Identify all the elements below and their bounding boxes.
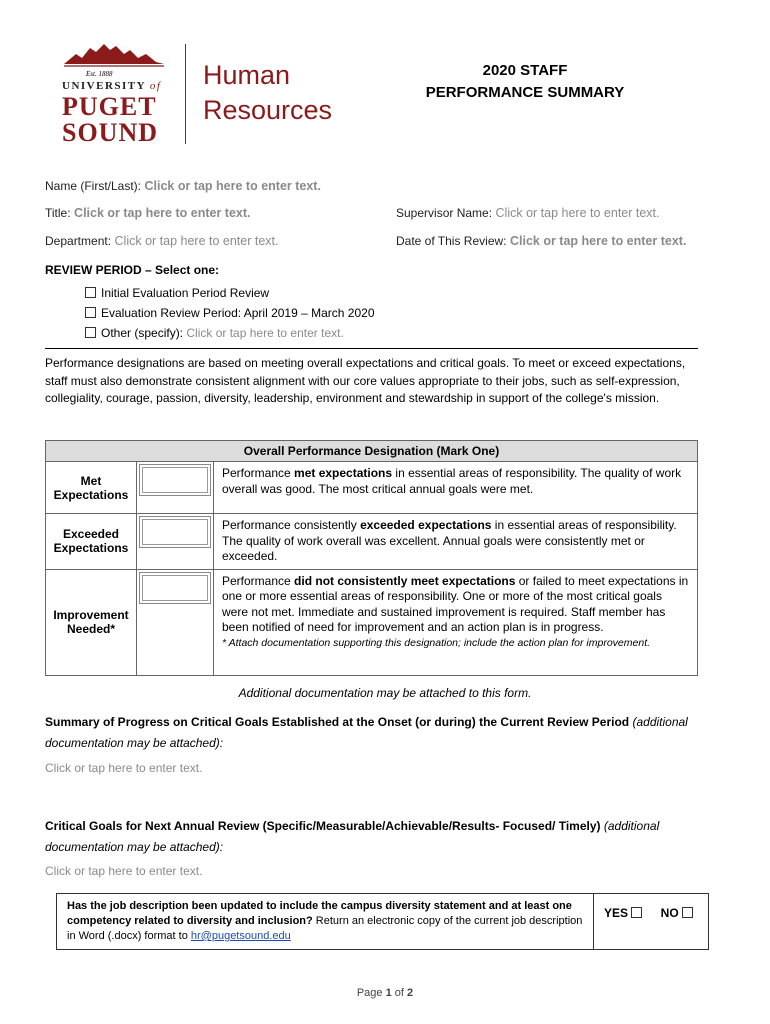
logo-divider	[185, 44, 186, 144]
doc-title-line2: PERFORMANCE SUMMARY	[425, 84, 625, 101]
mark-cell-met	[137, 462, 214, 514]
title-label: Title:	[45, 206, 71, 220]
of-word: of	[394, 987, 404, 999]
mark-box-improvement[interactable]	[139, 572, 211, 604]
logo-university-text: UNIVERSITY	[62, 80, 146, 92]
mark-box-exceeded[interactable]	[139, 516, 211, 548]
desc-text: in essential areas of responsibility. The quality of work overall was good. The most critical annual goals were met.	[222, 466, 682, 496]
table-row	[46, 514, 698, 570]
yes-label: YES	[603, 906, 628, 920]
desc-bold: exceeded expectations	[360, 518, 492, 532]
designation-label-line: Exceeded	[62, 527, 120, 542]
designation-desc-met	[214, 462, 698, 514]
summary-heading-bold: Summary of Progress on Critical Goals Established at the Onset (or during) the Current Review Period	[45, 715, 630, 729]
table-row	[46, 462, 698, 514]
job-description-question	[57, 894, 594, 950]
no-option[interactable]	[661, 906, 698, 920]
summary-heading-italic: documentation may be attached):	[45, 736, 224, 750]
doc-title-line1: 2020 STAFF	[482, 62, 568, 79]
designation-label-line: Met	[80, 473, 102, 488]
review-option-label: Evaluation Review Period: April 2019 – March 2020	[101, 306, 375, 320]
checkbox-icon[interactable]	[682, 907, 693, 918]
title-field[interactable]: Click or tap here to enter text.	[74, 206, 251, 220]
logo-puget: PUGET	[62, 92, 157, 121]
mark-cell-improvement	[137, 569, 214, 675]
date-field[interactable]: Click or tap here to enter text.	[509, 234, 687, 248]
goals-heading-italic: documentation may be attached):	[45, 840, 224, 854]
table-row	[57, 894, 709, 950]
review-option-evaluation[interactable]	[85, 306, 375, 320]
no-label: NO	[660, 906, 679, 920]
checkbox-icon[interactable]	[85, 307, 96, 318]
logo-of: of	[149, 80, 162, 92]
supervisor-field[interactable]: Click or tap here to enter text.	[495, 206, 660, 220]
summary-heading-italic: (additional	[632, 715, 688, 729]
name-label: Name (First/Last):	[45, 179, 142, 193]
title-row	[45, 206, 250, 220]
designation-label-exceeded	[46, 514, 137, 570]
goals-heading-bold: Critical Goals for Next Annual Review (Specific/Measurable/Achievable/Results- Focused/ Timely)	[45, 819, 601, 833]
desc-text: or failed to meet expectations in one or more essential areas of responsibility. One or more of the most critical goals were not met. Immediate and sustained improvement is required. Staff member has been notified of need for improvement and an action plan is in progress.	[222, 573, 689, 634]
job-description-table	[56, 893, 709, 950]
name-field[interactable]: Click or tap here to enter text.	[144, 179, 321, 193]
yes-option[interactable]	[604, 906, 647, 920]
date-label: Date of This Review:	[396, 234, 507, 248]
logo-sound: SOUND	[62, 118, 159, 147]
review-option-label: Initial Evaluation Period Review	[101, 286, 270, 300]
department-field[interactable]: Click or tap here to enter text.	[114, 234, 279, 248]
goals-heading-italic: (additional	[603, 819, 660, 833]
desc-bold: met expectations	[294, 466, 393, 480]
other-specify-field[interactable]: Click or tap here to enter text.	[186, 326, 344, 340]
review-period-heading: REVIEW PERIOD – Select one:	[45, 263, 220, 277]
date-row	[396, 234, 686, 248]
checkbox-icon[interactable]	[85, 327, 96, 338]
dept-name-line2: Resources	[203, 95, 333, 125]
designation-label-line: Needed*	[66, 622, 116, 636]
name-row	[45, 179, 321, 193]
improvement-note: * Attach documentation supporting this designation; include the action plan for improvement.	[222, 636, 651, 649]
review-option-label: Other (specify):	[101, 326, 184, 340]
desc-text: Performance consistently	[222, 518, 361, 532]
review-option-other[interactable]	[85, 326, 344, 340]
hr-email-link[interactable]: hr@pugetsound.edu	[190, 930, 291, 942]
goals-field[interactable]: Click or tap here to enter text.	[45, 864, 203, 878]
page-footer	[0, 987, 770, 999]
summary-heading	[45, 712, 715, 754]
logo-mountain-icon	[64, 40, 164, 73]
designation-label-line: Expectations	[53, 541, 129, 556]
checkbox-icon[interactable]	[631, 907, 642, 918]
section-divider	[45, 348, 698, 349]
yes-no-cell	[593, 894, 708, 950]
question-text: Return an electronic copy of the current job description in Word (.docx) format to	[67, 915, 583, 942]
logo-est: Est. 1888	[86, 70, 113, 78]
mark-cell-exceeded	[137, 514, 214, 570]
mark-box-met[interactable]	[139, 464, 211, 496]
additional-doc-note: Additional documentation may be attached to this form.	[238, 686, 532, 700]
designation-table	[45, 440, 698, 676]
desc-text: Performance	[222, 573, 295, 588]
intro-paragraph: Performance designations are based on meeting overall expectations and critical goals. To meet or exceed expectations, staff must also demonstrate consistent alignment with our core values appropriate to their jobs, such as self-expression, collegiality, courage, passion, diversity, leadership, environment and stewardship in support of the college's mission.	[45, 356, 686, 405]
table-row	[46, 569, 698, 675]
logo-university	[62, 80, 161, 92]
page-word: Page	[356, 987, 383, 999]
summary-field[interactable]: Click or tap here to enter text.	[45, 761, 203, 775]
review-option-initial[interactable]	[85, 286, 269, 300]
goals-heading	[45, 816, 715, 858]
supervisor-row	[396, 206, 660, 220]
page-total: 2	[407, 987, 414, 999]
department-row	[45, 234, 278, 248]
dept-name-line1: Human	[203, 60, 291, 90]
designation-table-header: Overall Performance Designation (Mark One)	[46, 441, 698, 462]
department-label: Department:	[45, 234, 112, 248]
desc-text: Performance	[222, 466, 295, 480]
designation-label-met	[46, 462, 137, 514]
designation-label-line: Expectations	[53, 487, 129, 502]
desc-bold: did not consistently meet expectations	[294, 573, 516, 588]
question-bold: Has the job description been updated to include the campus diversity statement and at least one competency related to diversity and inclusion?	[67, 900, 572, 927]
designation-desc-improvement	[214, 569, 698, 675]
checkbox-icon[interactable]	[85, 287, 96, 298]
page-number: 1	[385, 987, 392, 999]
supervisor-label: Supervisor Name:	[396, 206, 493, 220]
desc-text: in essential areas of responsibility. The quality of work overall was excellent. Annual goals were consistently met or exceeded.	[222, 518, 677, 563]
designation-label-improvement	[46, 569, 137, 675]
designation-label-line: Improvement	[53, 608, 129, 622]
designation-desc-exceeded	[214, 514, 698, 570]
